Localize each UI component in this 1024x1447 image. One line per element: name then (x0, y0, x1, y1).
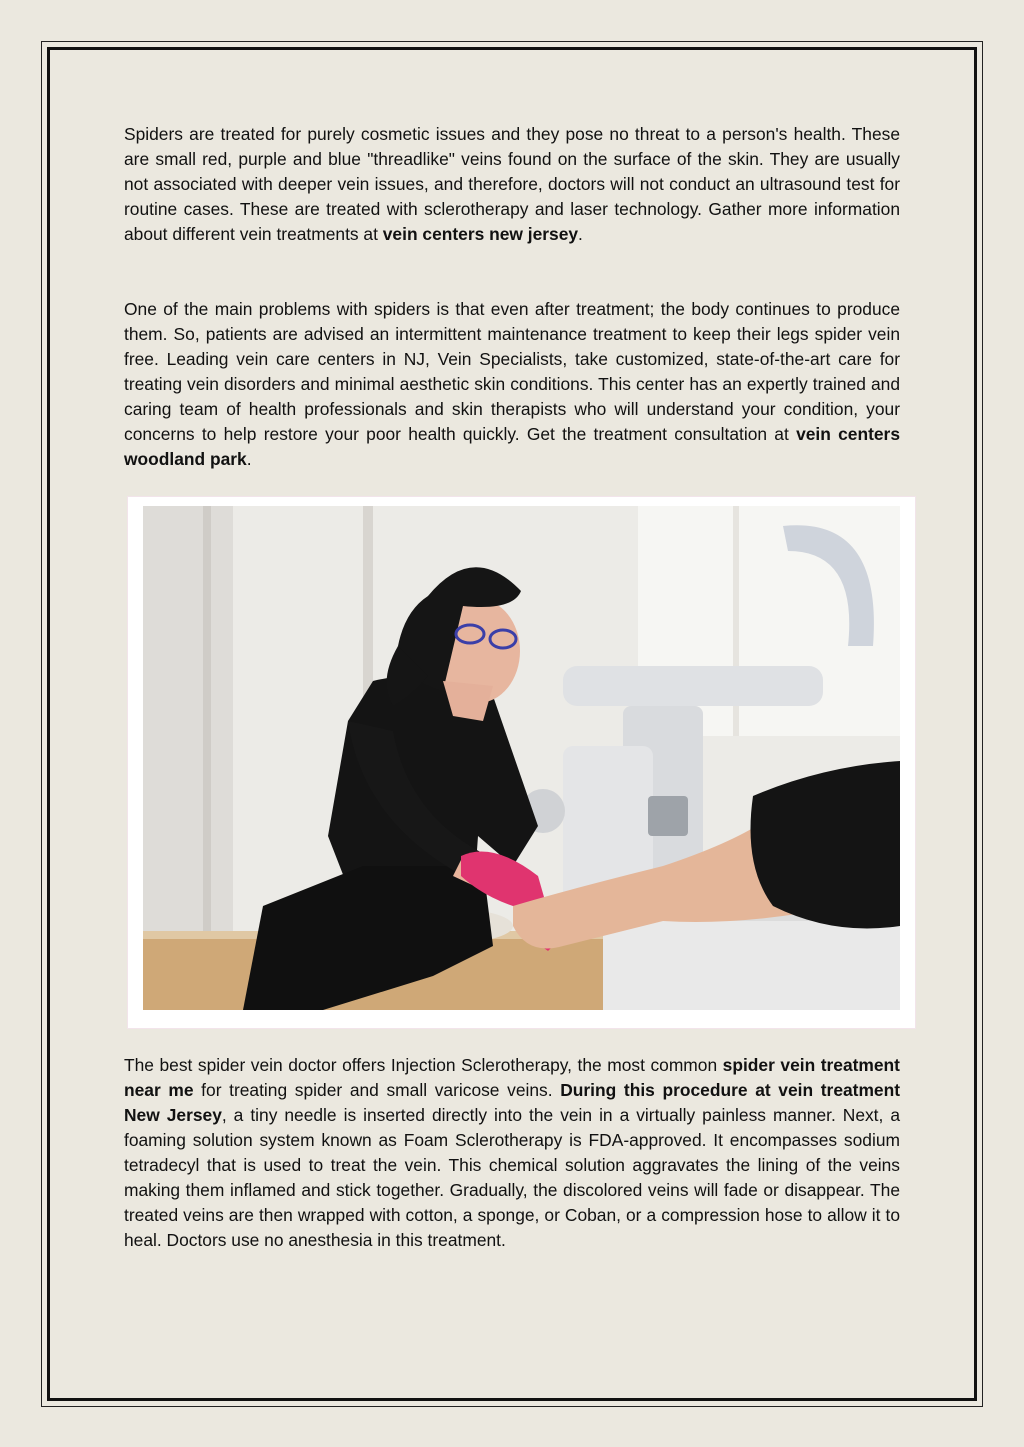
clinic-photo-icon (143, 506, 900, 1010)
paragraph-sclerotherapy (124, 1053, 900, 1253)
photo-card (128, 497, 915, 1028)
link-vein-centers-new-jersey: vein centers new jersey (382, 224, 579, 244)
paragraph-text: . (578, 224, 583, 244)
clinic-photo (143, 506, 900, 1010)
paragraph-text: for treating spider and small varicose veins. (193, 1080, 561, 1100)
link-vein-treatment-new-jersey: During this procedure at vein treatment New Jersey (124, 1080, 901, 1125)
paragraph-text: Spiders are treated for purely cosmetic issues and they pose no threat to a person's health. These are small red, purple and blue "threadlike" veins found on the surface of the skin. They are usually not associated with deeper vein issues, and therefore, doctors will not conduct an ultrasound test for routine cases. These are treated with sclerotherapy and laser technology. Gather more information about different vein treatments at (124, 124, 900, 244)
paragraph-text: , a tiny needle is inserted directly into the vein in a virtually painless manner. Next, a foaming solution system known as Foam Sclerotherapy is FDA-approved. It encompasses sodium tetradecyl that is used to treat the vein. This chemical solution aggravates the lining of the veins making them inflamed and stick together. Gradually, the discolored veins will fade or disappear. The treated veins are then wrapped with cotton, a sponge, or Coban, or a compression hose to allow it to heal. Doctors use no anesthesia in this treatment. (124, 1105, 900, 1250)
paragraph-text: The best spider vein doctor offers Injection Sclerotherapy, the most common (124, 1055, 723, 1075)
link-spider-vein-treatment-near-me: spider vein treatment near me (124, 1055, 900, 1100)
link-vein-centers-woodland-park: vein centers woodland park (124, 424, 900, 469)
paragraph-text: One of the main problems with spiders is that even after treatment; the body continues to produce them. So, patients are advised an intermittent maintenance treatment to keep their legs spider vein free. Leading vein care centers in NJ, Vein Specialists, take customized, state-of-the-art care for treating vein disorders and minimal aesthetic skin conditions. This center has an expertly trained and caring team of health professionals and skin therapists who will understand your condition, your concerns to help restore your poor health quickly. Get the treatment consultation at (124, 299, 900, 444)
paragraph-spider-veins-intro (124, 122, 900, 247)
paragraph-maintenance-treatment (124, 297, 900, 472)
paragraph-text: . (246, 449, 252, 469)
